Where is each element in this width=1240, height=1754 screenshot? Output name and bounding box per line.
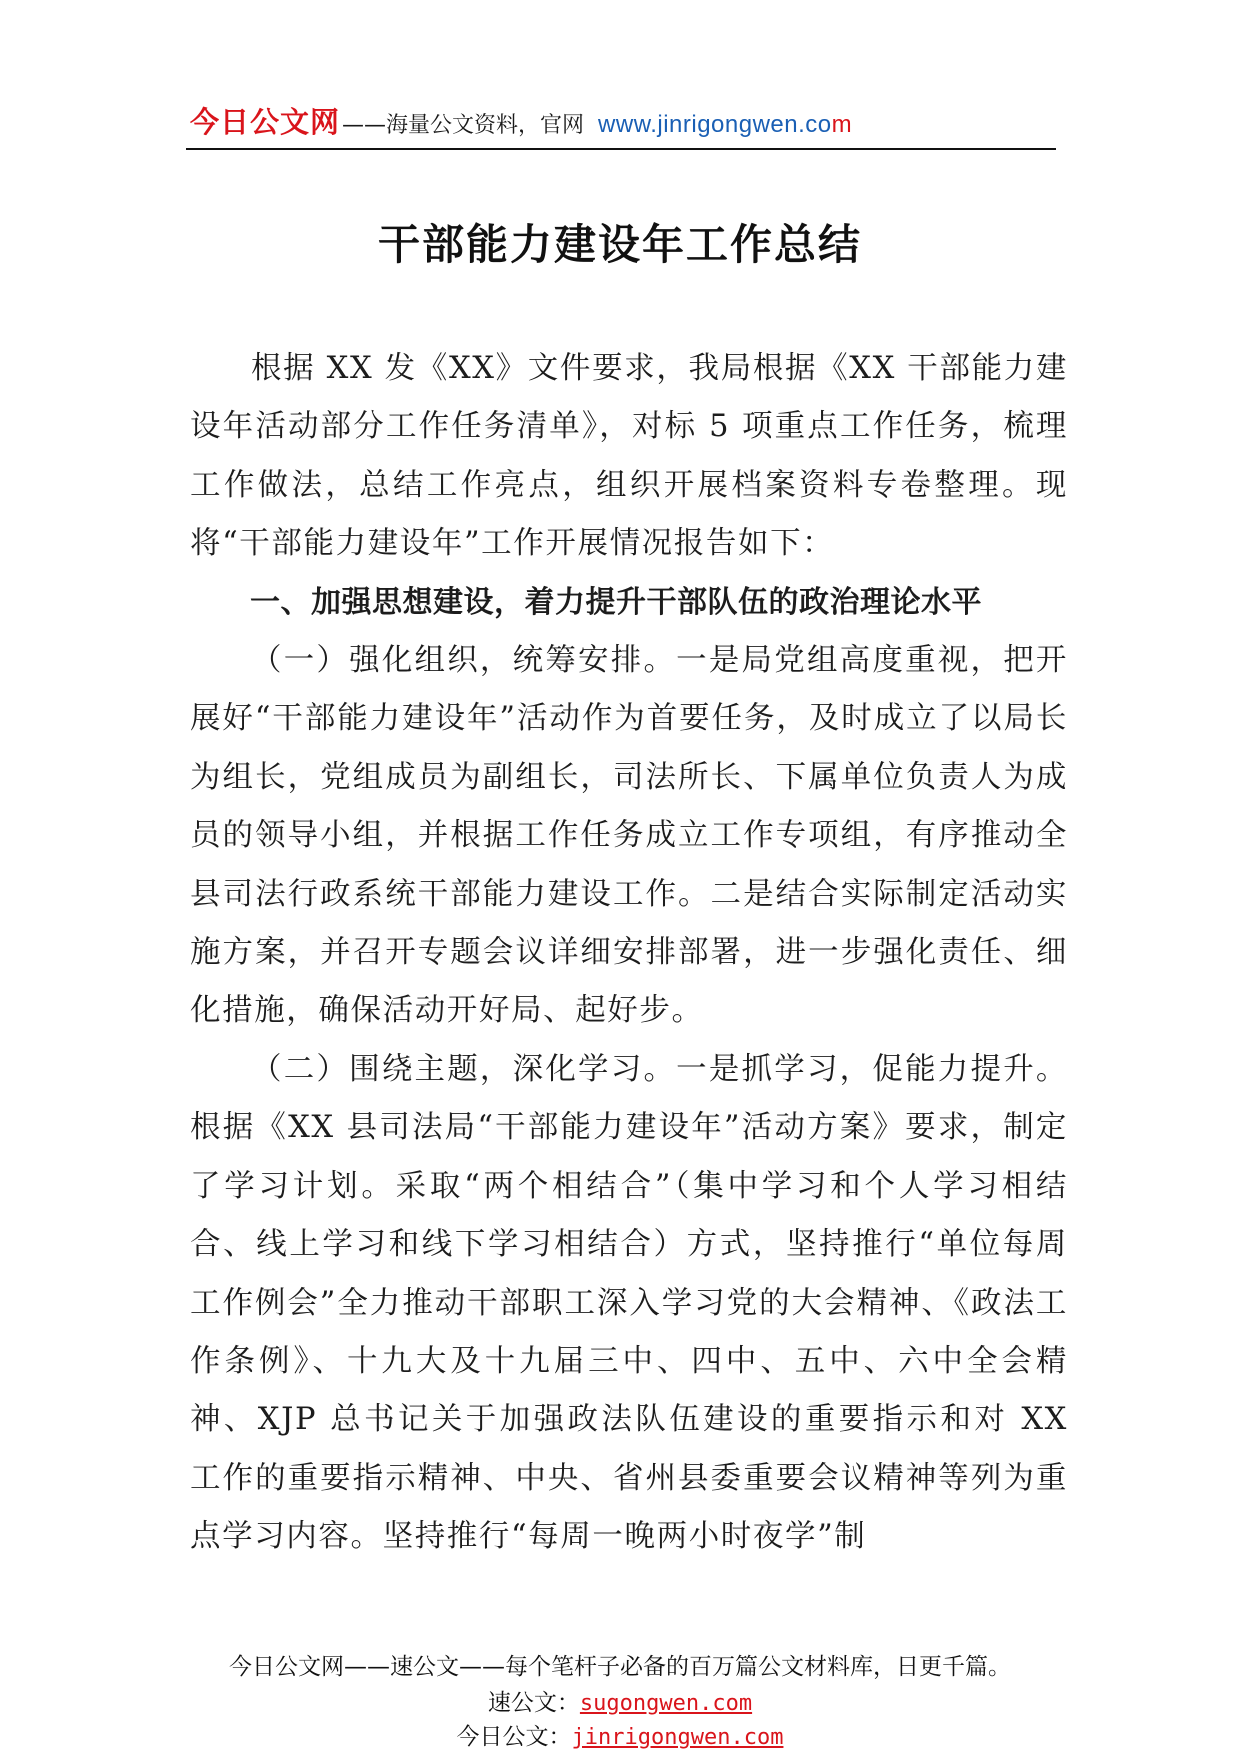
intro-paragraph: 根据 XX 发《XX》文件要求，我局根据《XX 干部能力建设年活动部分工作任务清单》，对标 5 项重点工作任务，梳理工作做法，总结工作亮点，组织开展档案资料专卷整理。现将“干部能力建设年”工作开展情况报告如下：	[190, 351, 1068, 562]
section-heading-1: 一、加强思想建设，着力提升干部队伍的政治理论水平	[250, 584, 982, 620]
document-title: 干部能力建设年工作总结	[377, 220, 862, 269]
footer-jinrigongwen-label: 今日公文：	[456, 1724, 572, 1750]
site-brand: 今日公文网	[190, 105, 341, 139]
paragraph-study: （二）围绕主题，深化学习。一是抓学习，促能力提升。根据《XX 县司法局“干部能力建设年”活动方案》要求，制定了学习计划。采取“两个相结合”（集中学习和个人学习相结合、线上学习和线下学习相结合）方式，坚持推行“单位每周工作例会”全力推动干部职工深入学习党的大会精神、《政法工作条例》、十九大及十九届三中、四中、五中、六中全会精神、XJP 总书记关于加强政法队伍建设的重要指示和对 XX 工作的重要指示精神、中央、省州县委重要会议精神等列为重点学习内容。坚持推行“每周一晚两小时夜学”制	[190, 1051, 1068, 1555]
footer-sugongwen	[0, 1684, 1240, 1717]
footer-jinrigongwen-link[interactable]: jinrigongwen.com	[571, 1725, 784, 1750]
header-divider	[186, 148, 1056, 150]
site-url-link[interactable]	[598, 111, 852, 138]
site-tagline: ——海量公文资料，官网	[342, 113, 585, 138]
site-header	[190, 100, 1060, 144]
footer-jinrigongwen	[0, 1718, 1240, 1751]
paragraph-organization: （一）强化组织，统筹安排。一是局党组高度重视，把开展好“干部能力建设年”活动作为首要任务，及时成立了以局长为组长，党组成员为副组长，司法所长、下属单位负责人为成员的领导小组，并根据工作任务成立工作专项组，有序推动全县司法行政系统干部能力建设工作。二是结合实际制定活动实施方案，并召开专题会议详细安排部署，进一步强化责任、细化措施，确保活动开好局、起好步。	[190, 643, 1068, 1029]
footer-sugongwen-link[interactable]: sugongwen.com	[579, 1691, 753, 1716]
footer-sugongwen-label: 速公文：	[487, 1690, 580, 1716]
document-body	[190, 340, 1068, 1567]
site-url-main: www.jinrigongwen.co	[598, 111, 832, 138]
site-url-tail: m	[831, 111, 853, 138]
footer-slogan: 今日公文网——速公文——每个笔杆子必备的百万篇公文材料库，日更千篇。	[229, 1654, 1011, 1680]
